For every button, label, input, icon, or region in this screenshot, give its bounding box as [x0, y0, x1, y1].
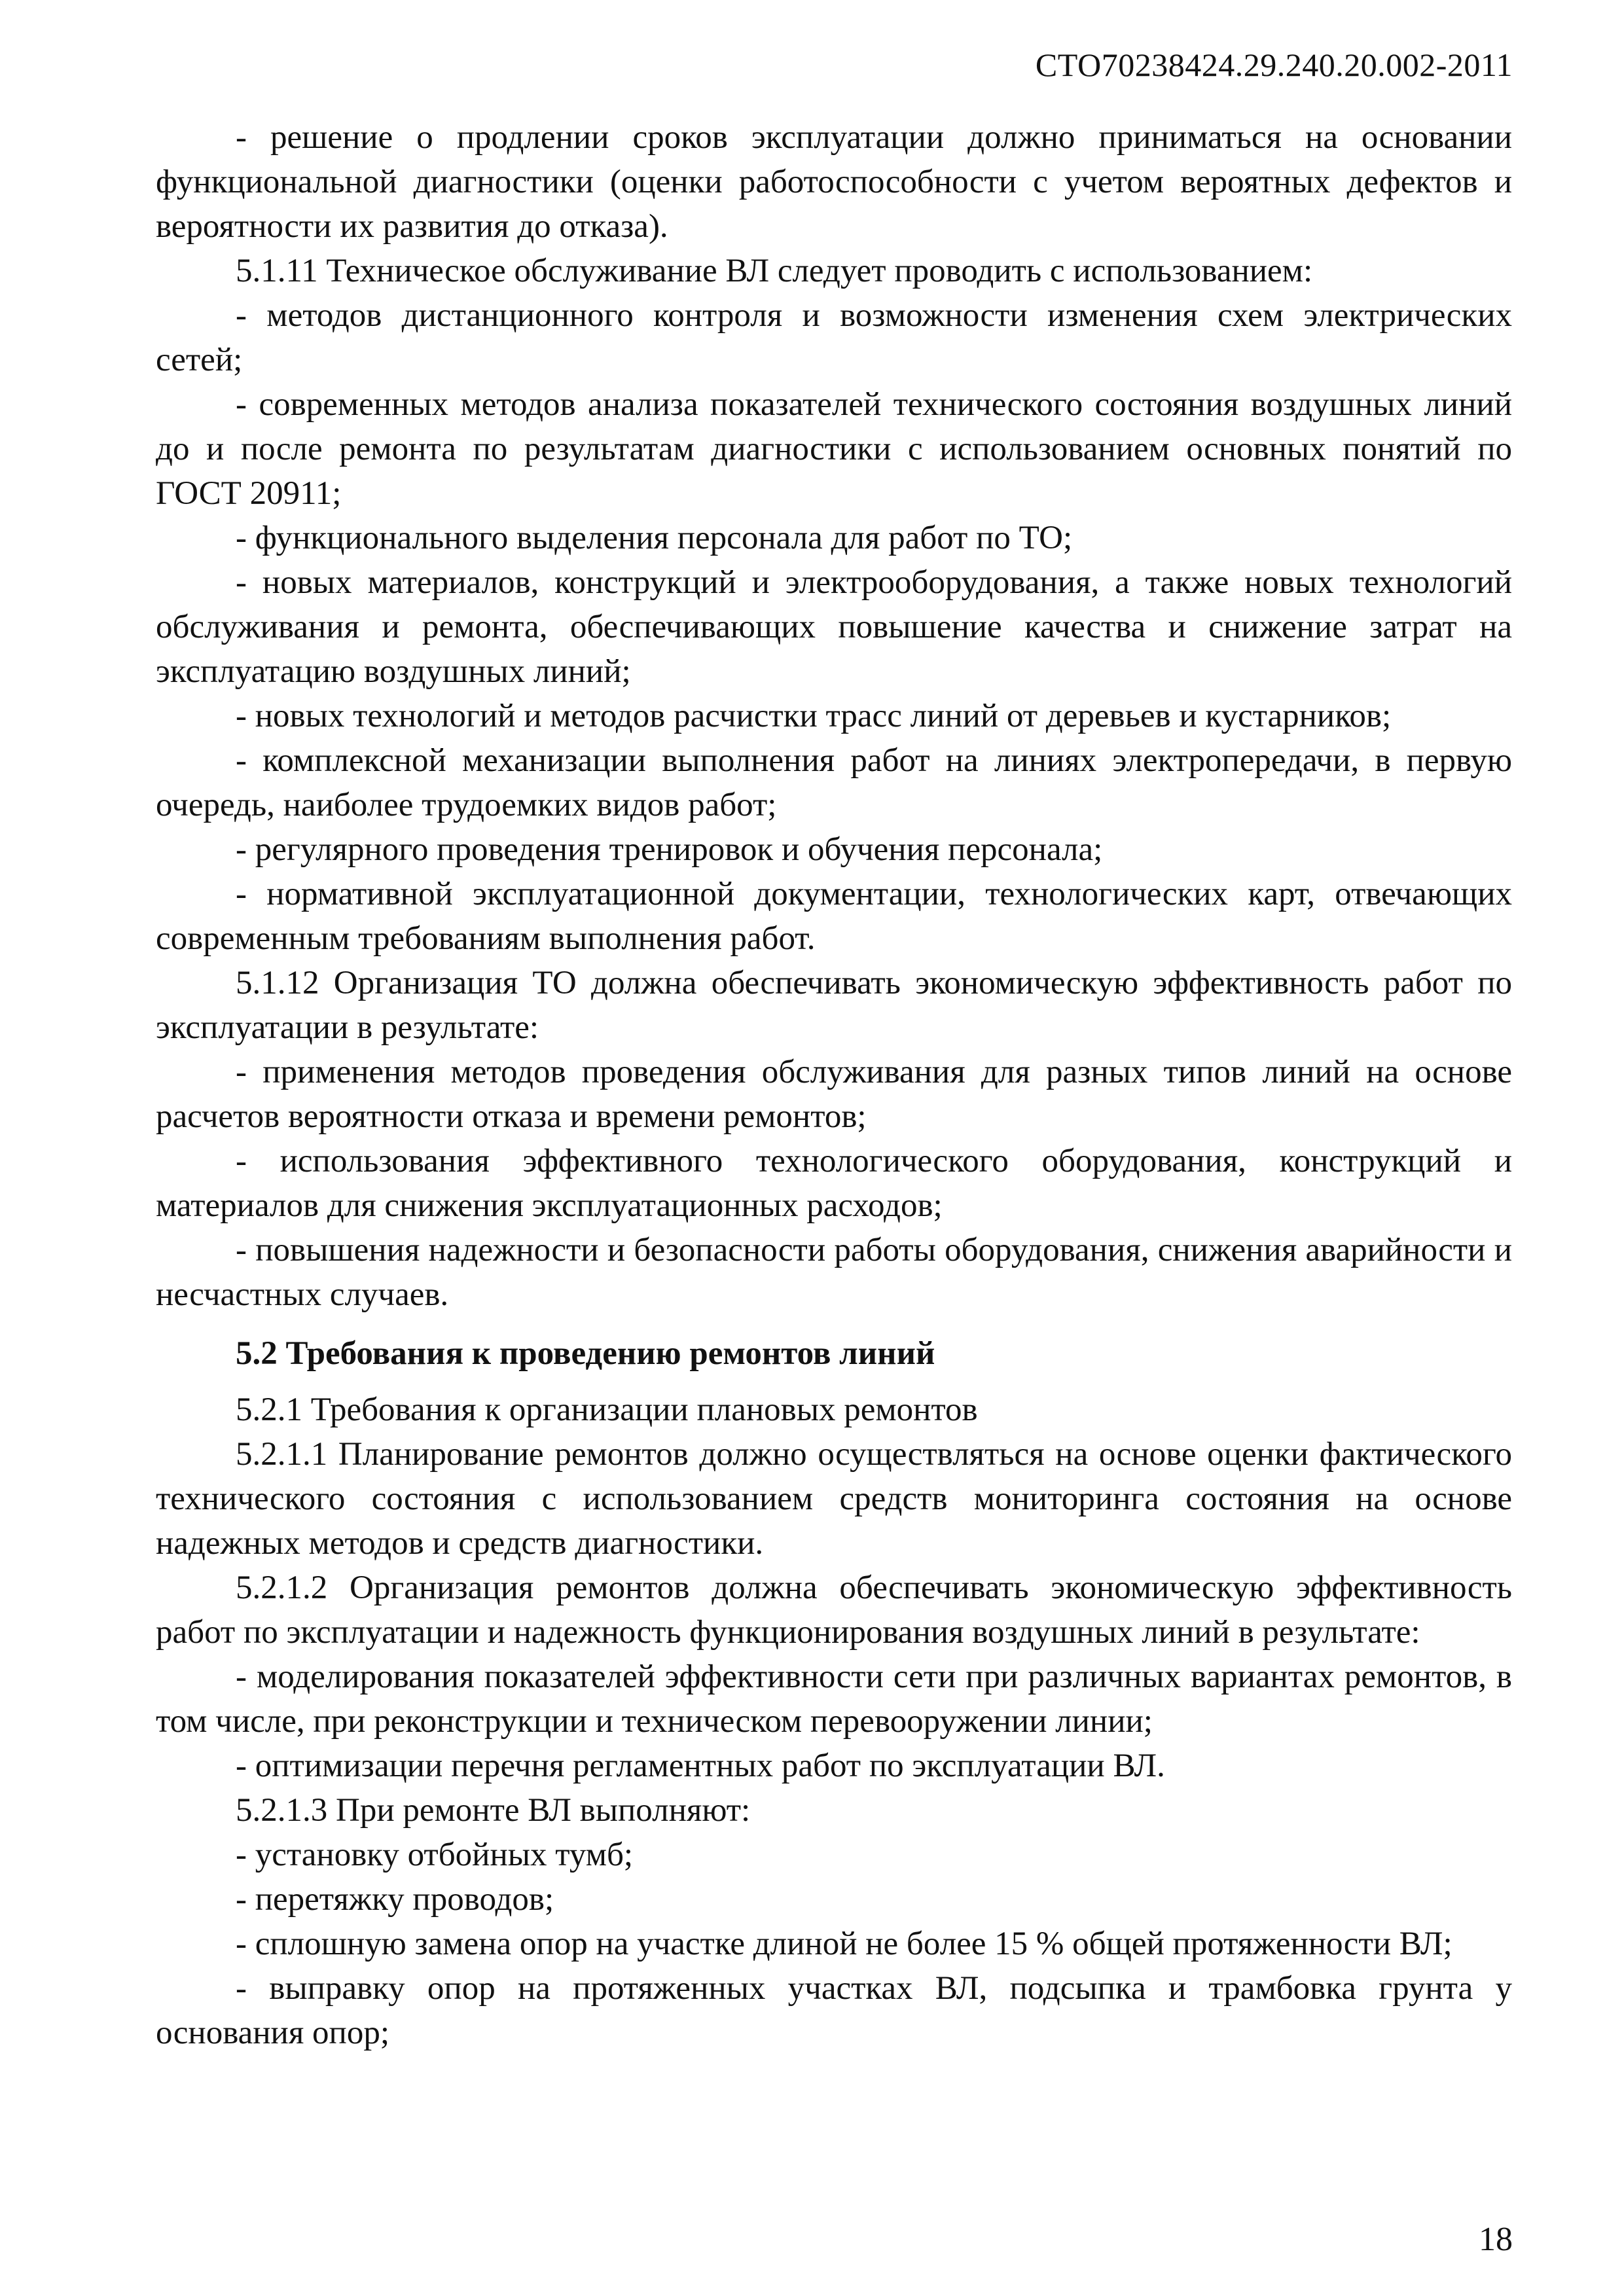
paragraph: 5.2.1.2 Организация ремонтов должна обеспечивать экономическую эффективность работ по эксплуатации и надежность функционирования воздушных линий в результате:: [156, 1570, 1512, 1651]
paragraph: 5.2.1.1 Планирование ремонтов должно осуществляться на основе оценки фактического технического состояния с использованием средств мониторинга состояния на основе надежных методов и средств диагностики.: [156, 1436, 1512, 1562]
paragraph: - современных методов анализа показателей технического состояния воздушных линий до и после ремонта по результатам диагностики с использованием основных понятий по ГОСТ 20911;: [156, 386, 1512, 512]
paragraph: - перетяжку проводов;: [236, 1881, 554, 1918]
paragraph: 5.2.1 Требования к организации плановых ремонтов: [236, 1391, 978, 1428]
paragraph: - решение о продлении сроков эксплуатации должно приниматься на основании функциональной диагностики (оценки работоспособности с учетом вероятных дефектов и вероятности их развития до отказа).: [156, 119, 1512, 245]
paragraph: - функционального выделения персонала для работ по ТО;: [236, 520, 1073, 556]
paragraph: 5.1.12 Организация ТО должна обеспечивать экономическую эффективность работ по эксплуатации в результате:: [156, 965, 1512, 1046]
paragraph: - оптимизации перечня регламентных работ по эксплуатации ВЛ.: [236, 1748, 1165, 1784]
paragraph: - использования эффективного технологического оборудования, конструкций и материалов для снижения эксплуатационных расходов;: [156, 1143, 1512, 1224]
page-number: 18: [1479, 2221, 1513, 2258]
paragraph: - применения методов проведения обслуживания для разных типов линий на основе расчетов вероятности отказа и времени ремонтов;: [156, 1054, 1512, 1135]
paragraph: - новых материалов, конструкций и электрооборудования, а также новых технологий обслуживания и ремонта, обеспечивающих повышение качества и снижение затрат на эксплуатацию воздушных линий;: [156, 564, 1512, 690]
paragraph: - выправку опор на протяженных участках ВЛ, подсыпка и трамбовка грунта у основания опор;: [156, 1970, 1512, 2051]
paragraph: - нормативной эксплуатационной документации, технологических карт, отвечающих современным требованиям выполнения работ.: [156, 876, 1512, 957]
paragraph: - комплексной механизации выполнения работ на линиях электропередачи, в первую очередь, наиболее трудоемких видов работ;: [156, 742, 1512, 823]
document-code: СТО70238424.29.240.20.002-2011: [1035, 46, 1513, 83]
paragraph: - установку отбойных тумб;: [236, 1837, 634, 1873]
paragraph: - сплошную замена опор на участке длиной не более 15 % общей протяженности ВЛ;: [236, 1926, 1453, 1962]
paragraph: - повышения надежности и безопасности работы оборудования, снижения аварийности и несчастных случаев.: [156, 1232, 1512, 1313]
paragraph: - моделирования показателей эффективности сети при различных вариантах ремонтов, в том числе, при реконструкции и техническом перевооружении линии;: [156, 1659, 1512, 1740]
paragraph: 5.2.1.3 При ремонте ВЛ выполняют:: [236, 1792, 751, 1829]
paragraph: - регулярного проведения тренировок и обучения персонала;: [236, 831, 1103, 868]
paragraph: - методов дистанционного контроля и возможности изменения схем электрических сетей;: [156, 297, 1512, 378]
section-heading: 5.2 Требования к проведению ремонтов линий: [236, 1335, 935, 1372]
page-body: [156, 115, 1512, 2055]
paragraph: 5.1.11 Техническое обслуживание ВЛ следует проводить с использованием:: [236, 253, 1313, 289]
paragraph: - новых технологий и методов расчистки трасс линий от деревьев и кустарников;: [236, 698, 1392, 734]
